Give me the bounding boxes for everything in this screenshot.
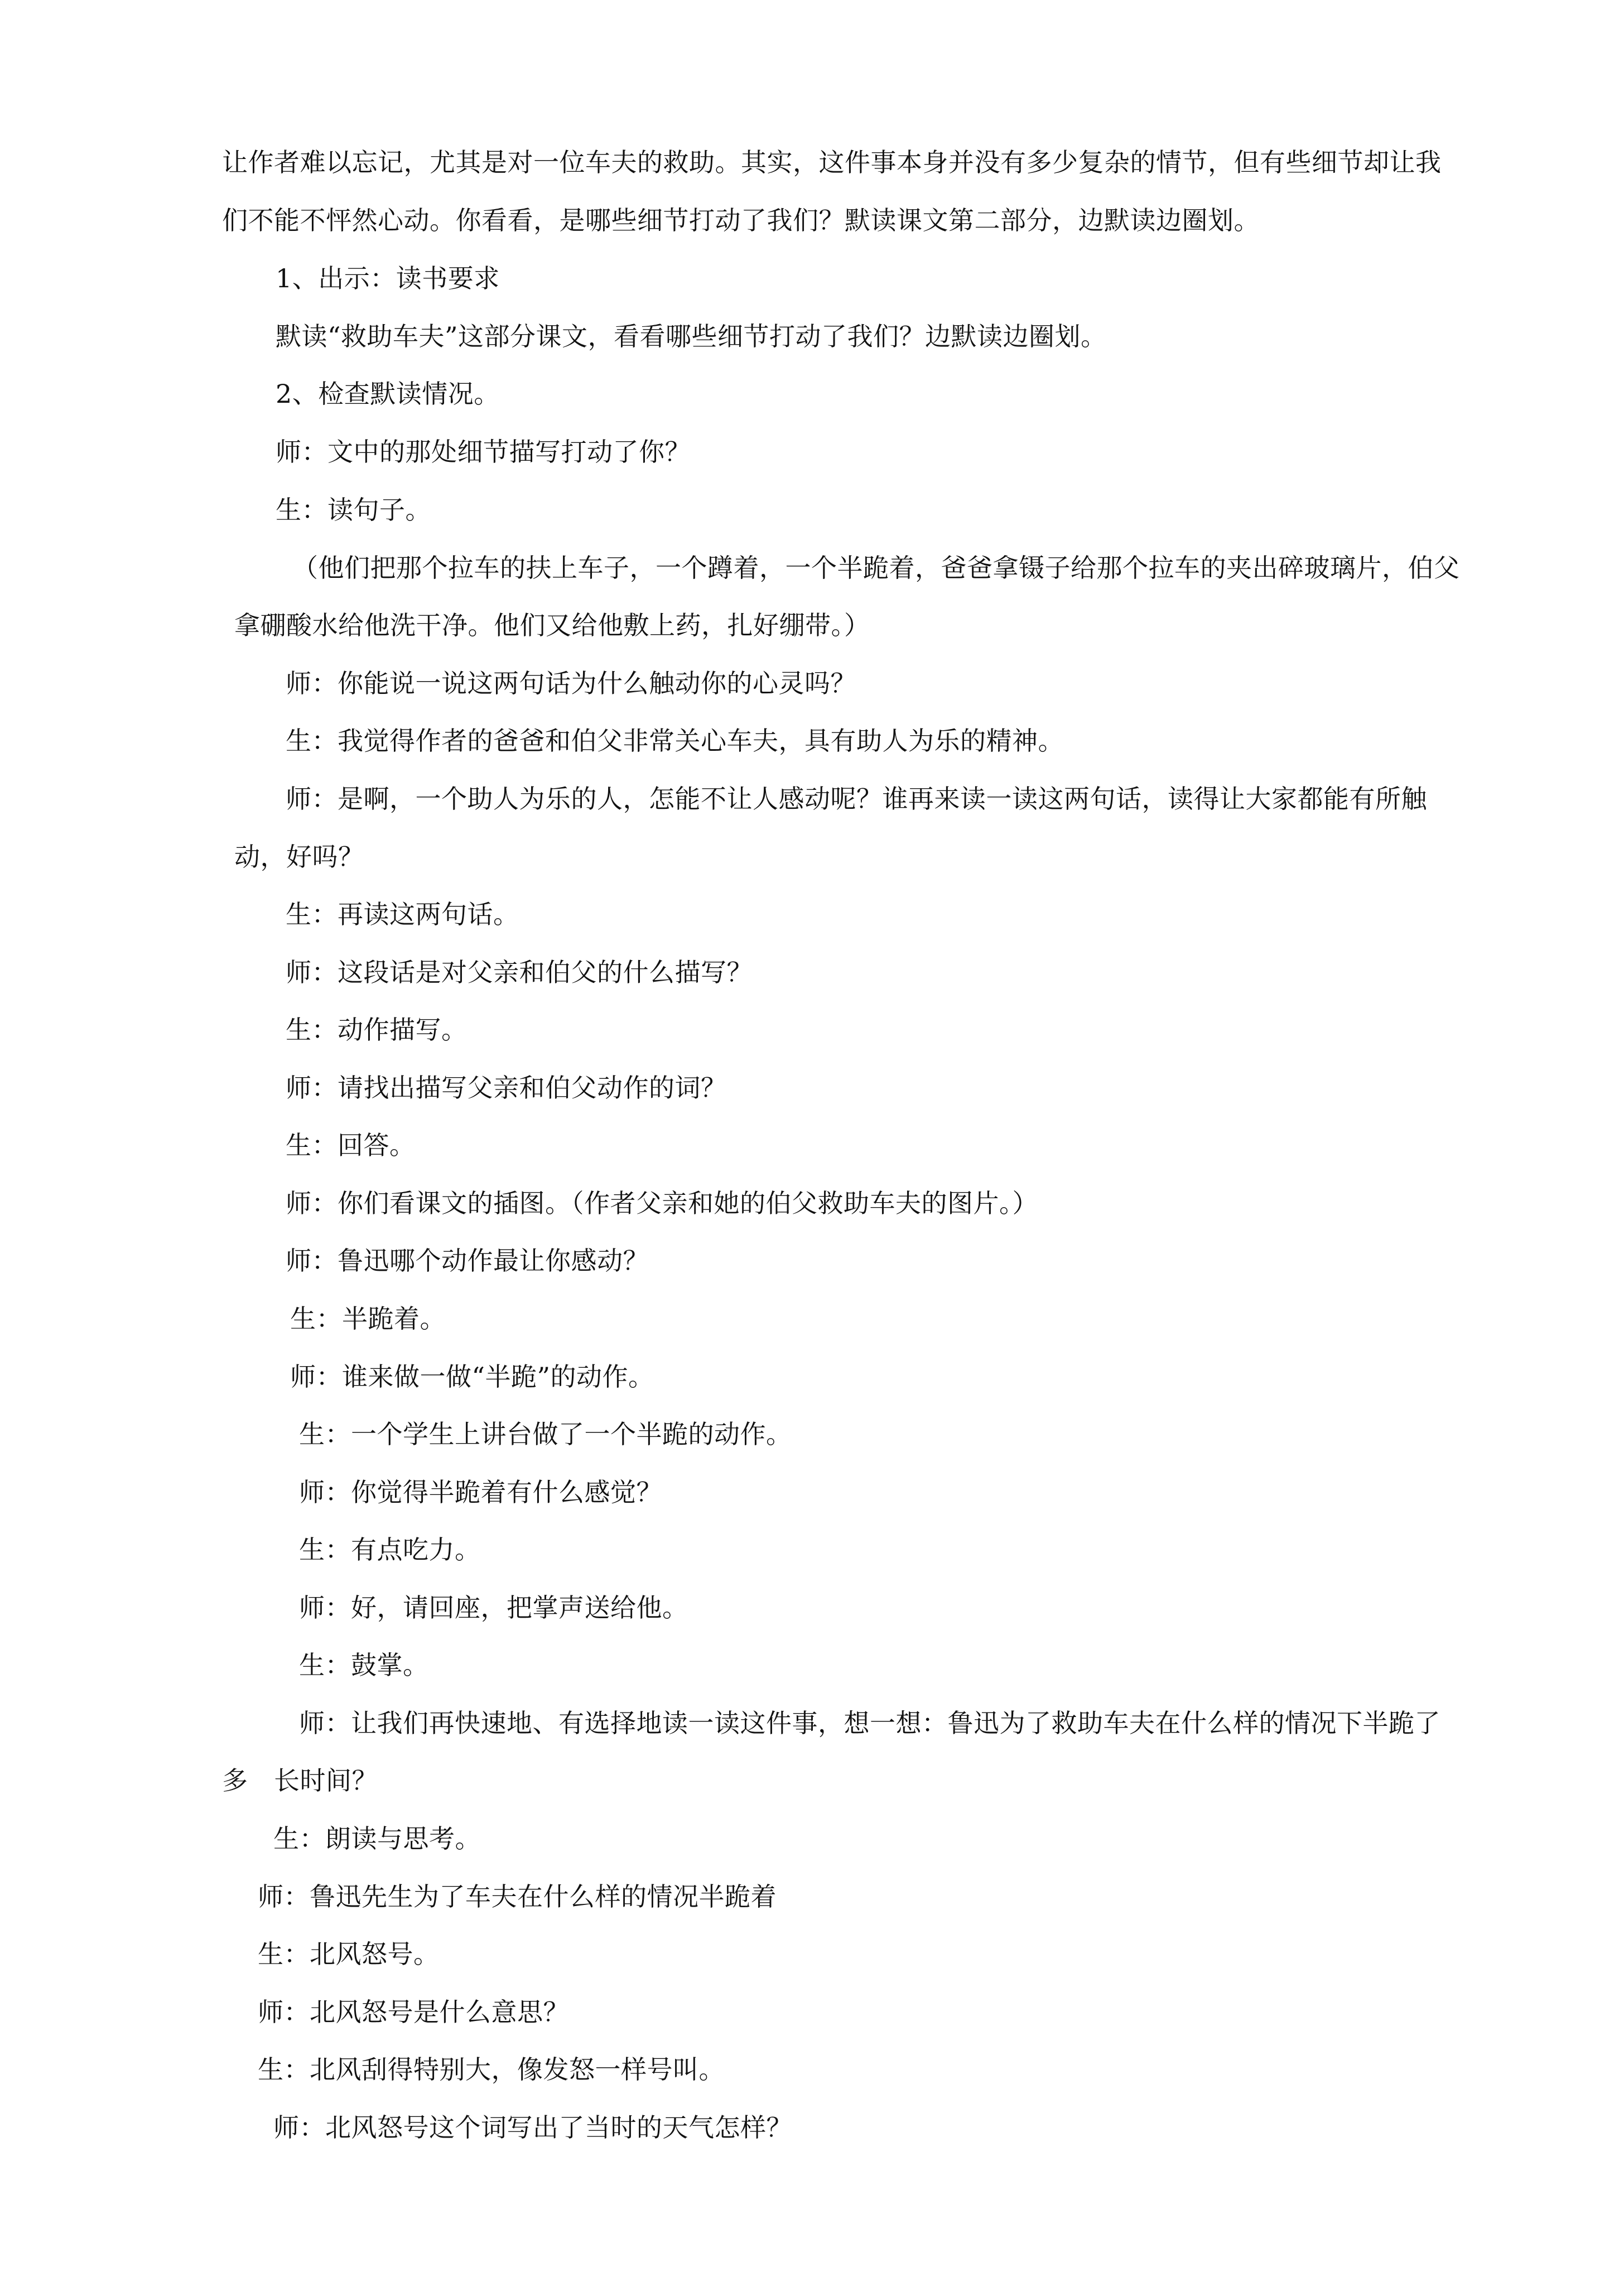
text-line: 师：请找出描写父亲和伯父动作的词？ [286, 1073, 727, 1103]
text-line: 师：这段话是对父亲和伯父的什么描写？ [286, 957, 753, 987]
text-line: 动，好吗？ [234, 842, 364, 872]
text-line: 默读“救助车夫”这部分课文，看看哪些细节打动了我们？边默读边圈划。 [276, 321, 1107, 351]
text-line: 生：半跪着。 [290, 1304, 446, 1334]
text-line: 生：动作描写。 [286, 1015, 468, 1045]
text-line: 师：你们看课文的插图。（作者父亲和她的伯父救助车夫的图片。） [286, 1188, 1038, 1218]
text-line: 师：北风怒号这个词写出了当时的天气怎样？ [273, 2112, 792, 2143]
text-line: 生：北风刮得特别大，像发怒一样号叫。 [258, 2054, 725, 2085]
text-line: 生：朗读与思考。 [273, 1824, 481, 1854]
text-line: （他们把那个拉车的扶上车子，一个蹲着，一个半跪着，爸爸拿镊子给那个拉车的夹出碎玻璃片，伯父 [292, 553, 1460, 583]
text-line: 师：鲁迅哪个动作最让你感动？ [286, 1246, 649, 1276]
text-line: 2、检查默读情况。 [276, 379, 500, 409]
text-line: 师：你能说一说这两句话为什么触动你的心灵吗？ [286, 668, 856, 698]
text-line: 拿硼酸水给他洗干净。他们又给他敷上药，扎好绷带。） [234, 610, 870, 640]
text-line: 师：鲁迅先生为了车夫在什么样的情况半跪着 [258, 1882, 777, 1912]
text-line: 师：是啊，一个助人为乐的人，怎能不让人感动呢？谁再来读一读这两句话，读得让大家都能有所触 [286, 784, 1427, 814]
text-line: 生：读句子。 [276, 495, 431, 525]
text-line: 们不能不怦然心动。你看看，是哪些细节打动了我们？默读课文第二部分，边默读边圈划。 [222, 205, 1260, 235]
text-line: 让作者难以忘记，尤其是对一位车夫的救助。其实，这件事本身并没有多少复杂的情节，但有些细节却让我 [222, 147, 1442, 177]
text-line: 生：我觉得作者的爸爸和伯父非常关心车夫，具有助人为乐的精神。 [286, 726, 1064, 756]
text-line: 生：回答。 [286, 1130, 416, 1160]
text-line: 师：让我们再快速地、有选择地读一读这件事，想一想：鲁迅为了救助车夫在什么样的情况下半跪了 [299, 1708, 1440, 1738]
text-line: 多 长时间？ [222, 1766, 378, 1796]
text-line: 师：文中的那处细节描写打动了你？ [276, 437, 691, 467]
text-line: 生：有点吃力。 [299, 1535, 481, 1565]
text-line: 生：鼓掌。 [299, 1650, 429, 1680]
text-line: 师：你觉得半跪着有什么感觉？ [299, 1477, 662, 1507]
text-line: 生：一个学生上讲台做了一个半跪的动作。 [299, 1419, 792, 1449]
text-line: 1、出示：读书要求 [276, 263, 500, 293]
text-line: 师：谁来做一做“半跪”的动作。 [290, 1362, 654, 1392]
text-line: 师：好，请回座，把掌声送给他。 [299, 1593, 688, 1623]
text-line: 生：再读这两句话。 [286, 899, 519, 929]
text-line: 生：北风怒号。 [258, 1939, 440, 1969]
text-line: 师：北风怒号是什么意思？ [258, 1997, 569, 2027]
